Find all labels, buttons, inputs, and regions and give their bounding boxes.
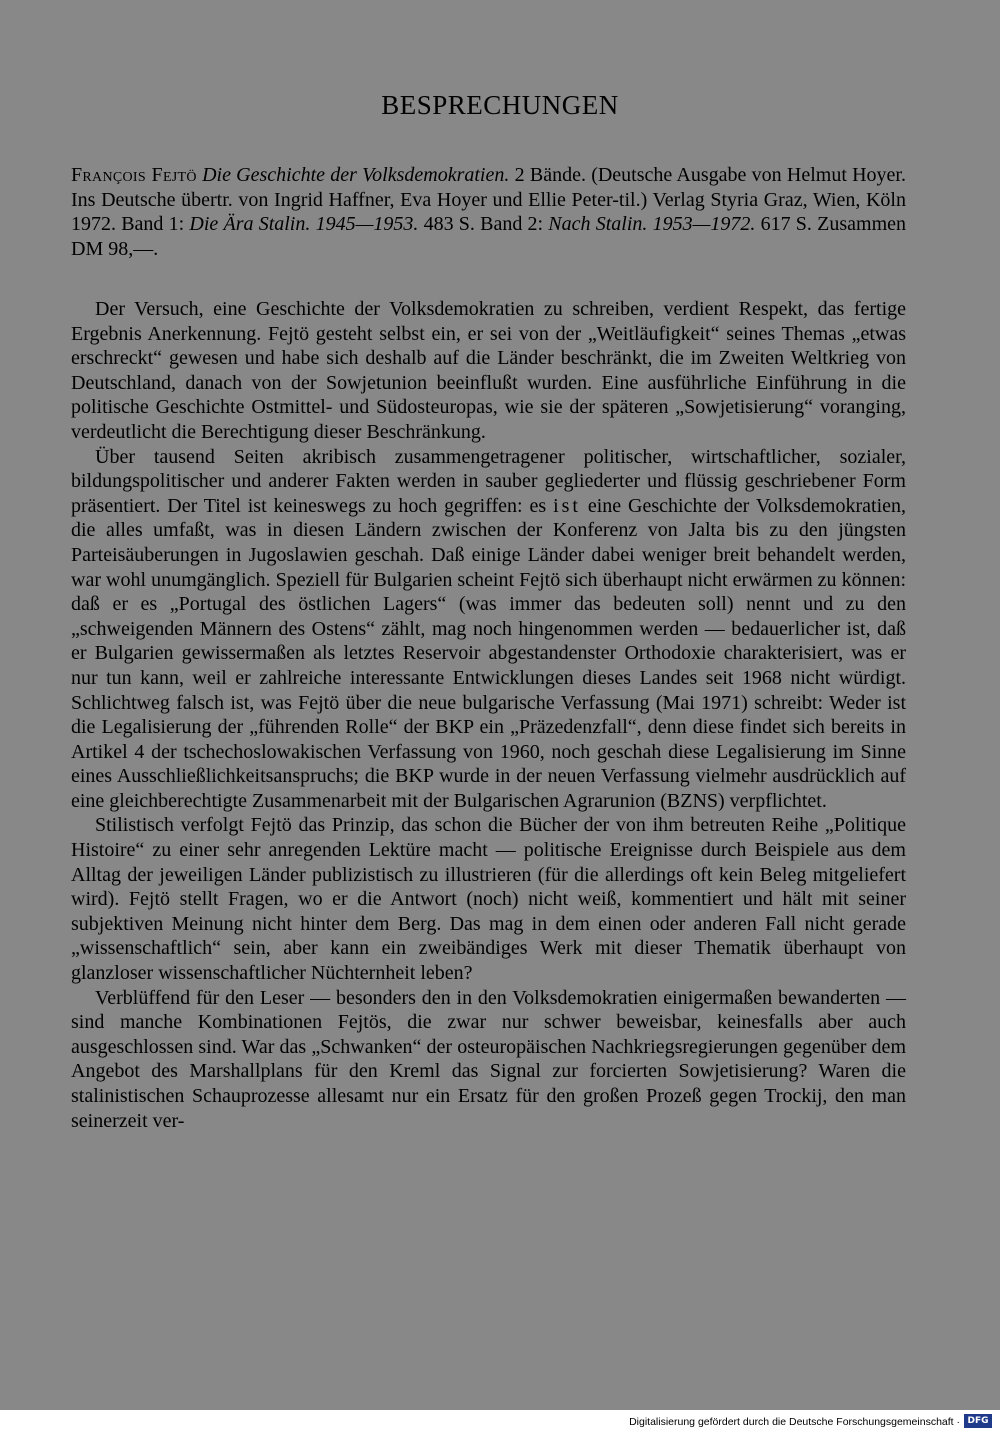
paragraph-2-start: Über tausend Seiten akribisch zusammengetragener politischer, wirtschaftlicher, sozialer, bildungspolitischer und anderer Fakten werden in sauber gegliederter und flüssig geschriebener Form präsentiert. Der Titel ist keineswegs zu hoch gegriffen: es: [71, 445, 906, 517]
paragraph-2-emphasis: ist: [553, 494, 581, 517]
citation-text-1: 2 Bände. (Deutsche Ausgabe von Helmut Hoyer. Ins Deutsche übertr. von Ingrid Haffner, Eva Hoyer und Ellie Peter-til.) Verlag Styria Graz, Wien, Köln 1972. Band 1:: [71, 164, 906, 236]
paragraph-2: [71, 445, 906, 814]
citation-text-3: 617 S. Zusammen DM 98,—.: [71, 213, 906, 260]
paragraph-1: Der Versuch, eine Geschichte der Volksdemokratien zu schreiben, verdient Respekt, das fertige Ergebnis Anerkennung. Fejtö gesteht selbst ein, er sei von der „Weitläufigkeit“ seines Themas „etwas erschreckt“ gewesen und habe sich deshalb auf die Länder beschränkt, die im Zweiten Weltkrieg von Deutschland, danach von der Sowjetunion beeinflußt wurden. Eine ausführliche Einführung in die politische Geschichte Ostmittel- und Südosteuropas, wie sie der späteren „Sowjetisierung“ voranging, verdeutlicht die Berechtigung dieser Beschränkung.: [71, 298, 906, 443]
citation-author: François Fejtö: [71, 164, 197, 186]
paragraph-4: Verblüffend für den Leser — besonders den in den Volksdemokratien einigermaßen bewanderten — sind manche Kombinationen Fejtös, die zwar nur schwer beweisbar, keinesfalls aber auch ausgeschlossen sind. War das „Schwanken“ der osteuropäischen Nachkriegsregierungen gegenüber dem Angebot des Marshallplans für den Kreml das Signal zur forcierten Sowjetisierung? Waren die stalinistischen Schauprozesse allesamt nur ein Ersatz für den großen Prozeß gegen Trockij, den man seinerzeit ver-: [71, 986, 906, 1132]
funding-notice: Digitalisierung gefördert durch die Deutsche Forschungsgemeinschaft ·: [629, 1416, 960, 1428]
book-citation: [71, 163, 906, 261]
citation-title: Die Geschichte der Volksdemokratien.: [202, 164, 510, 186]
citation-volume-1: Die Ära Stalin. 1945—1953.: [189, 213, 419, 236]
citation-volume-2: Nach Stalin. 1953—1972.: [548, 213, 756, 236]
paragraph-2-rest: eine Geschichte der Volksdemokratien, die alles umfaßt, was in diesen Ländern zwischen der Konferenz von Jalta bis zu den jüngsten Parteisäuberungen in Jugoslawien geschah. Daß einige Länder dabei weniger breit behandelt werden, war wohl unumgänglich. Speziell für Bulgarien scheint Fejtö sich überhaupt nicht erwärmen zu können: daß er es „Portugal des östlichen Lagers“ (was immer das bedeuten soll) nennt und zu den „schweigenden Männern des Ostens“ zählt, mag noch hingenommen werden — bedauerlicher ist, daß er Bulgarien gewissermaßen als letztes Reservoir abgestandenster Orthodoxie charakterisiert, was er nur tun kann, weil er zahlreiche interessante Entwicklungen dieses Landes seit 1968 nicht würdigt. Schlichtweg falsch ist, was Fejtö über die neue bulgarische Verfassung (Mai 1971) schreibt: Weder ist die Legalisierung der „führenden Rolle“ der BKP ein „Präzedenzfall“, denn diese findet sich bereits in Artikel 4 der tschechoslowakischen Verfassung von 1960, noch geschah diese Legalisierung im Sinne eines Ausschließlichkeitsanspruchs; die BKP wurde in der neuen Verfassung vielmehr ausdrücklich auf eine gleichberechtigte Zusammenarbeit mit der Bulgarischen Agrarunion (BZNS) verpflichtet.: [71, 494, 907, 812]
citation-text-2: 483 S. Band 2:: [418, 213, 549, 236]
dfg-logo: DFG: [964, 1414, 992, 1428]
paragraph-3: Stilistisch verfolgt Fejtö das Prinzip, das schon die Bücher der von ihm betreuten Reihe „Politique Histoire“ zu einer sehr anregenden Lektüre macht — politische Ereignisse durch Beispiele aus dem Alltag der jeweiligen Länder publizistisch zu illustrieren (für die allerdings oft kein Beleg mitgeliefert wird). Fejtö stellt Fragen, wo er die Antwort (noch) nicht weiß, kommentiert und hält mit seiner subjektiven Meinung nicht hinter dem Berg. Das mag in dem einen oder anderen Fall nicht gerade „wissenschaftlich“ sein, aber kann ein zweibändiges Werk mit dieser Thematik überhaupt von glanzloser wissenschaftlicher Nüchternheit leben?: [71, 814, 906, 985]
review-body: [71, 297, 906, 1133]
footer-bar: [0, 1410, 1000, 1436]
page-title: BESPRECHUNGEN: [381, 90, 619, 120]
